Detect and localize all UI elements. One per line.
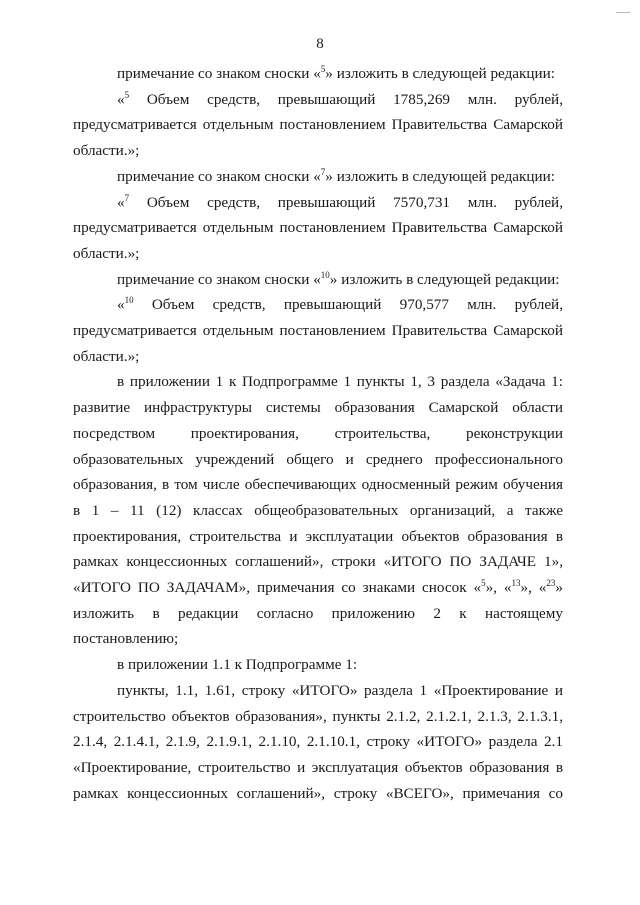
paragraph-footnote-7-text: «$^7$ Объем средств, превышающий 7570,731 млн. рублей, предусматривается отдельным постановлением Правительства Самарской области.»; [73,192,563,262]
paragraph-appendix-1-changes: в приложении 1 к Подпрограмме 1 пункты 1, 3 раздела «Задача 1: развитие инфраструктуры системы образования Самарской области посредством проектирования, строительства, реконструкции образовательных учреждений общего и среднего профессионального образования, в том числе обеспечивающих односменный режим обучения в 1 – 11 (12) классах общеобразовательных организаций, а также проектирования, строительства и эксплуатации объектов образования в рамках концессионных соглашений», строки «ИТОГО ПО ЗАДАЧЕ 1», «ИТОГО ПО ЗАДАЧАМ», примечания со знаками сносок «$^5$», «$^{13}$», «$^{23}$» изложить в редакции согласно приложению 2 к настоящему постановлению; [73,373,563,648]
paragraph-footnote-10-instruction: примечание со знаком сноски «$^{10}$» изложить в следующей редакции: [117,269,560,288]
paragraph-footnote-7-instruction: примечание со знаком сноски «$^7$» изложить в следующей редакции: [117,166,556,185]
paragraph-footnote-5-text: «$^5$ Объем средств, превышающий 1785,269 млн. рублей, предусматривается отдельным постановлением Правительства Самарской области.»; [73,89,563,160]
paragraph-footnote-5-instruction: примечание со знаком сноски «$^5$» изложить в следующей редакции: [117,64,556,82]
scan-mark [616,12,630,13]
paragraph-appendix-1-1-items: пункты, 1.1, 1.61, строку «ИТОГО» раздела 1 «Проектирование и строительство объектов образования», пункты 2.1.2, 2.1.2.1, 2.1.3, 2.1.3.1, 2.1.4, 2.1.4.1, 2.1.9, 2.1.9.1, 2.1.10, 2.1.10.1, строку «ИТОГО» раздела 2.1 «Проектирование, строительство и эксплуатация объектов образования в рамках концессионных соглашений», строку «ВСЕГО», примечания со [73,681,563,802]
document-body [73,61,563,806]
paragraph-footnote-10-text: «$^{10}$ Объем средств, превышающий 970,577 млн. рублей, предусматривается отдельным постановлением Правительства Самарской области.»; [73,295,563,365]
paragraph-appendix-1-1-intro: в приложении 1.1 к Подпрограмме 1: [117,656,358,674]
page-number: 8 [316,36,324,52]
